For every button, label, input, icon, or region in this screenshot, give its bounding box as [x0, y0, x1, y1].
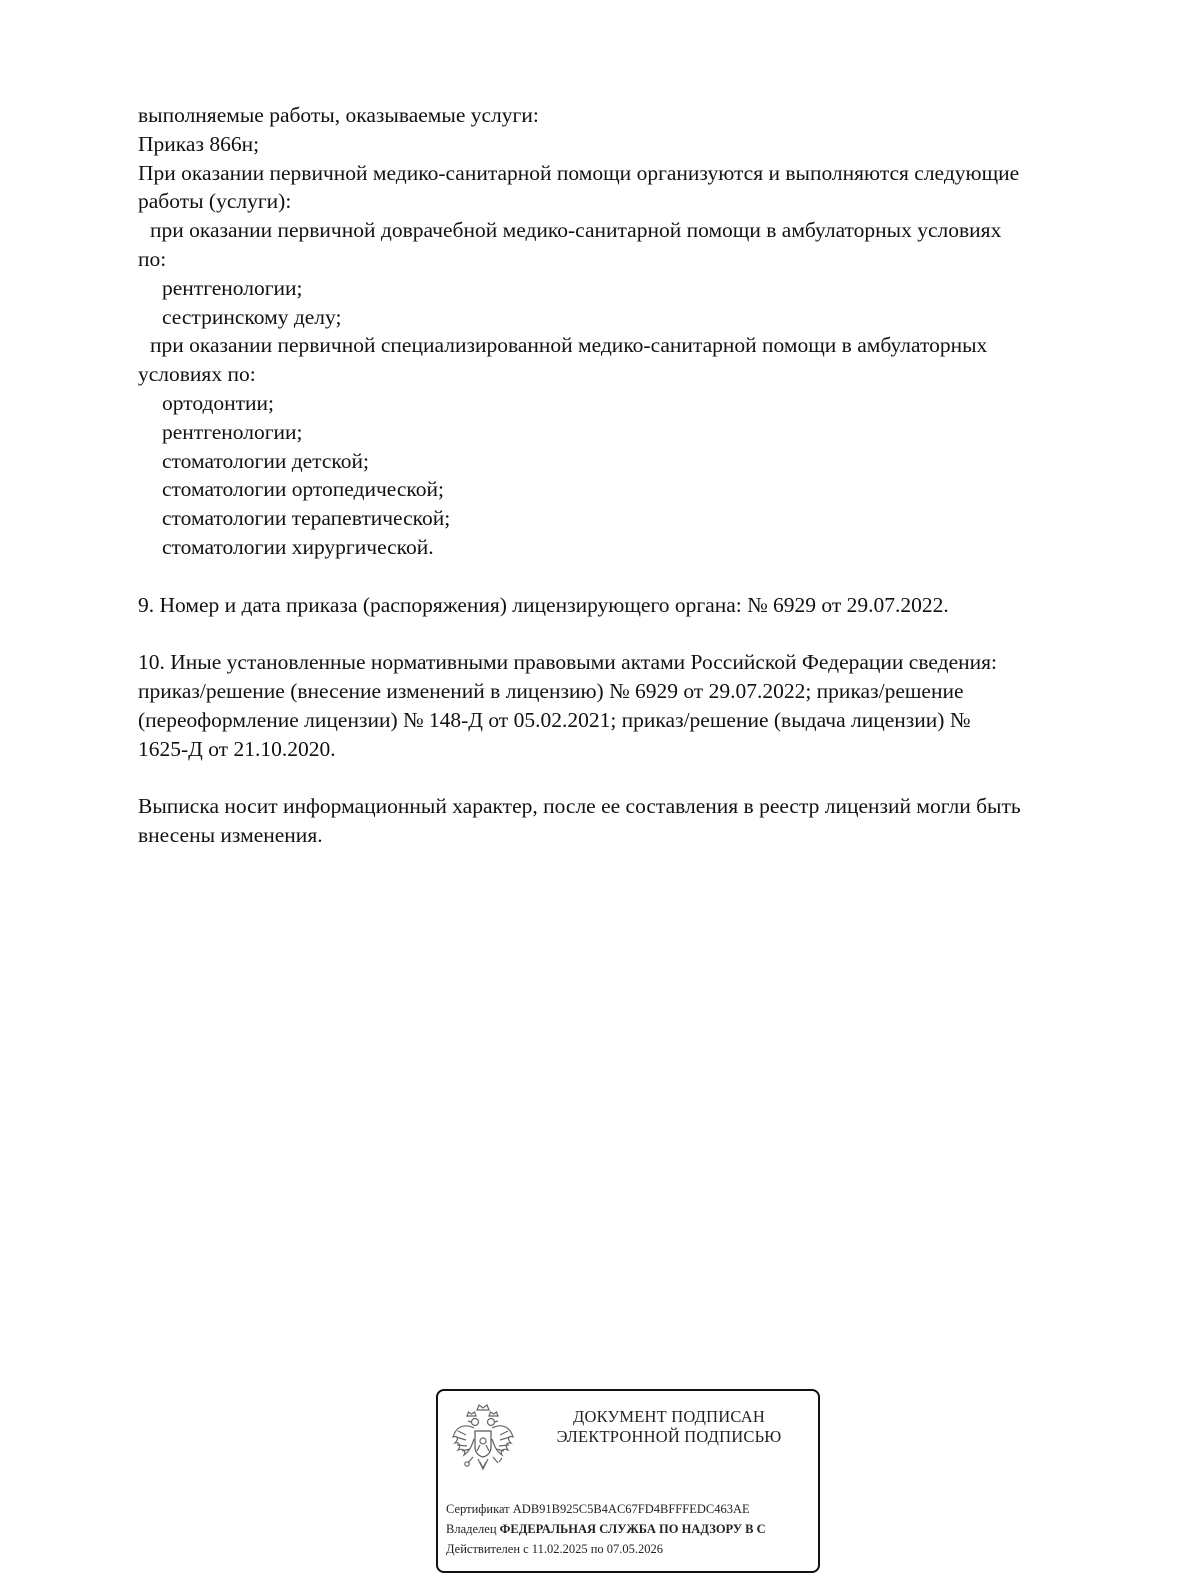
list-item: рентгенологии; [162, 419, 303, 444]
order-number-paragraph: 9. Номер и дата приказа (распоряжения) лицензирующего органа: № 6929 от 29.07.2022. [138, 592, 949, 617]
text-line: при оказании первичной доврачебной медико-санитарной помощи в амбулаторных условиях [150, 218, 1002, 243]
certificate-row [446, 1499, 818, 1519]
text-line: при оказании первичной специализированной медико-санитарной помощи в амбулаторных [150, 333, 988, 358]
stamp-title-line: ДОКУМЕНТ ПОДПИСАН [573, 1407, 765, 1426]
owner-label: Владелец [446, 1522, 497, 1536]
document-body [138, 101, 1128, 850]
text-line: 1625-Д от 21.10.2020. [138, 736, 336, 761]
stamp-details [446, 1499, 818, 1559]
text-line: приказ/решение (внесение изменений в лицензию) № 6929 от 29.07.2022; приказ/решение [138, 678, 964, 703]
text-line: (переоформление лицензии) № 148-Д от 05.02.2021; приказ/решение (выдача лицензии) № [138, 707, 971, 732]
text-line: по: [138, 246, 167, 271]
text-line: условиях по: [138, 362, 256, 387]
text-line: Приказ 866н; [138, 131, 260, 156]
certificate-label: Сертификат [446, 1502, 510, 1516]
list-item: сестринскому делу; [162, 304, 342, 329]
certificate-value: ADB91B925C5B4AC67FD4BFFFEDC463AE [512, 1502, 750, 1516]
owner-row [446, 1519, 818, 1539]
text-line: выполняемые работы, оказываемые услуги: [138, 103, 539, 127]
validity-row: Действителен с 11.02.2025 по 07.05.2026 [446, 1542, 664, 1556]
text-line: При оказании первичной медико-санитарной помощи организуются и выполняются следующие [138, 160, 1020, 185]
russian-coat-of-arms-icon [450, 1401, 516, 1477]
text-line: Выписка носит информационный характер, после ее составления в реестр лицензий могли быть [138, 794, 1021, 819]
text-line: работы (услуги): [138, 189, 292, 214]
spacer [138, 562, 1128, 591]
list-item: стоматологии терапевтической; [162, 506, 451, 531]
list-item: стоматологии ортопедической; [162, 477, 445, 502]
stamp-title [530, 1407, 808, 1447]
spacer [138, 763, 1128, 792]
list-item: стоматологии хирургической. [162, 534, 434, 559]
spacer [138, 619, 1128, 648]
text-line: внесены изменения. [138, 822, 323, 847]
disclaimer-paragraph [138, 792, 1128, 850]
owner-value: ФЕДЕРАЛЬНАЯ СЛУЖБА ПО НАДЗОРУ В С [499, 1522, 766, 1536]
stamp-title-line: ЭЛЕКТРОННОЙ ПОДПИСЬЮ [556, 1427, 782, 1446]
electronic-signature-stamp [436, 1389, 820, 1573]
list-item: стоматологии детской; [162, 448, 369, 473]
other-info-paragraph [138, 648, 1128, 763]
list-item: ортодонтии; [162, 390, 275, 415]
list-item: рентгенологии; [162, 275, 303, 300]
text-line: 10. Иные установленные нормативными правовыми актами Российской Федерации сведения: [138, 650, 997, 675]
